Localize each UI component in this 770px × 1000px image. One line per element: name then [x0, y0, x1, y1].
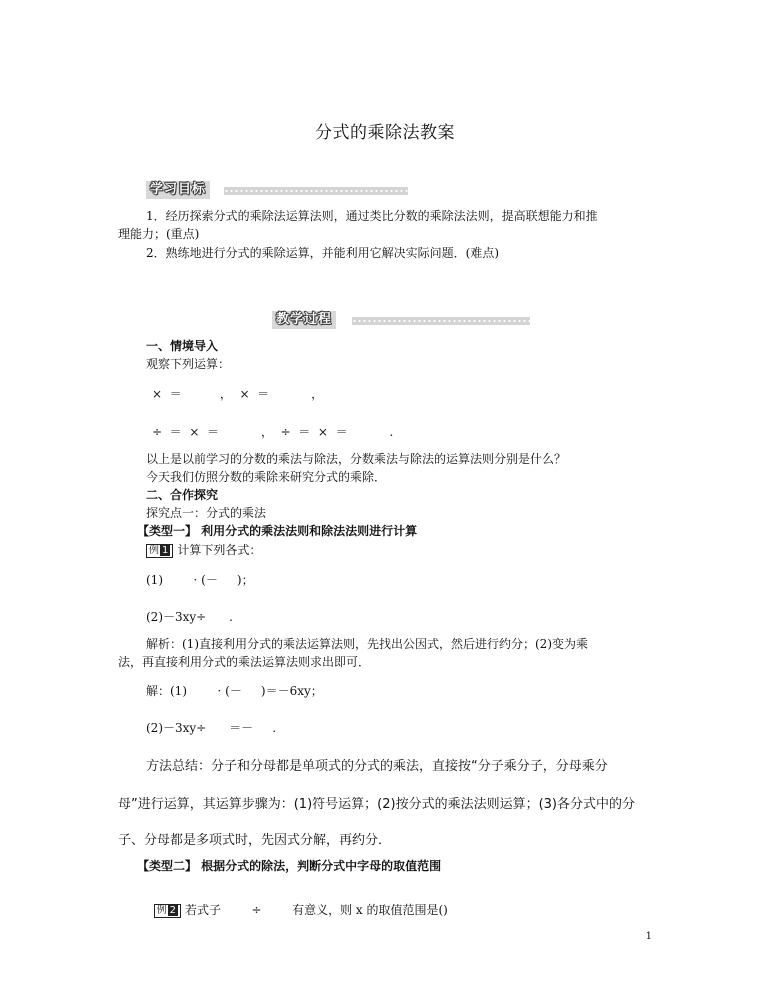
section-header-label: 教学过程	[272, 311, 336, 329]
intro-paragraph-2: 今天我们仿照分数的乘除来研究分式的乘除．	[146, 470, 387, 484]
example-2-text: 若式子 ÷ 有意义，则 x 的取值范围是()	[185, 903, 448, 917]
solution-2: (2)－3xy÷ ＝－ .	[146, 721, 277, 735]
header-dotted-bar	[224, 187, 408, 195]
page-number: 1	[645, 931, 652, 942]
goal-1-line-1: 1．经历探索分式的乘除法运算法则，通过类比分数的乘除法法则，提高联想能力和推	[146, 209, 598, 223]
analysis-line-2: 法，再直接利用分式的乘法运算法则求出即可．	[118, 655, 371, 669]
observe-text: 观察下列运算：	[146, 357, 231, 371]
example-2	[146, 886, 448, 918]
question-1: (1) · (－ )；	[146, 573, 254, 587]
fraction-divide-row: ÷ ＝ × ＝ ， ÷ ＝ × ＝ .	[152, 425, 394, 439]
section-header-teaching-process	[272, 311, 530, 329]
header-dotted-bar	[352, 317, 530, 325]
part-1-title: 一、情境导入	[146, 339, 219, 353]
section-header-learning-goals	[146, 181, 408, 199]
solution-1: 解：(1) · (－ )＝－6xy；	[146, 684, 323, 698]
example-1	[146, 542, 261, 558]
example-badge: 例 2	[154, 904, 181, 918]
example-badge: 例 1	[146, 544, 173, 558]
fraction-multiply-row: × ＝ ， × ＝ ，	[152, 387, 324, 401]
part-2-title: 二、合作探究	[146, 488, 219, 502]
example-1-text: 计算下列各式：	[177, 543, 262, 557]
type-1-heading: 【类型一】 利用分式的乘法法则和除法法则进行计算	[137, 524, 418, 538]
method-summary-line-3: 子、分母都是多项式时，先因式分解，再约分．	[118, 833, 392, 848]
page-title: 分式的乘除法教案	[315, 123, 455, 143]
method-summary-line-2: 母”进行运算，其运算步骤为：(1)符号运算；(2)按分式的乘法法则运算；(3)各分式中的分	[118, 797, 635, 812]
analysis-line-1: 解析：(1)直接利用分式的乘法运算法则，先找出公因式，然后进行约分；(2)变为乘	[146, 637, 588, 651]
question-2: (2)－3xy÷ .	[146, 610, 233, 624]
intro-paragraph-1: 以上是以前学习的分数的乘法与除法，分数乘法与除法的运算法则分别是什么？	[146, 452, 567, 466]
goal-1-line-2: 理能力；(重点)	[118, 227, 200, 241]
explore-point-1: 探究点一：分式的乘法	[146, 506, 267, 520]
type-2-heading: 【类型二】 根据分式的除法，判断分式中字母的取值范围	[137, 859, 442, 873]
method-summary-line-1: 方法总结：分子和分母都是单项式的分式的乘法，直接按“分子乘分子，分母乘分	[146, 759, 608, 774]
goal-2: 2．熟练地进行分式的乘除运算，并能利用它解决实际问题．(难点)	[146, 246, 500, 260]
section-header-label: 学习目标	[146, 181, 210, 199]
